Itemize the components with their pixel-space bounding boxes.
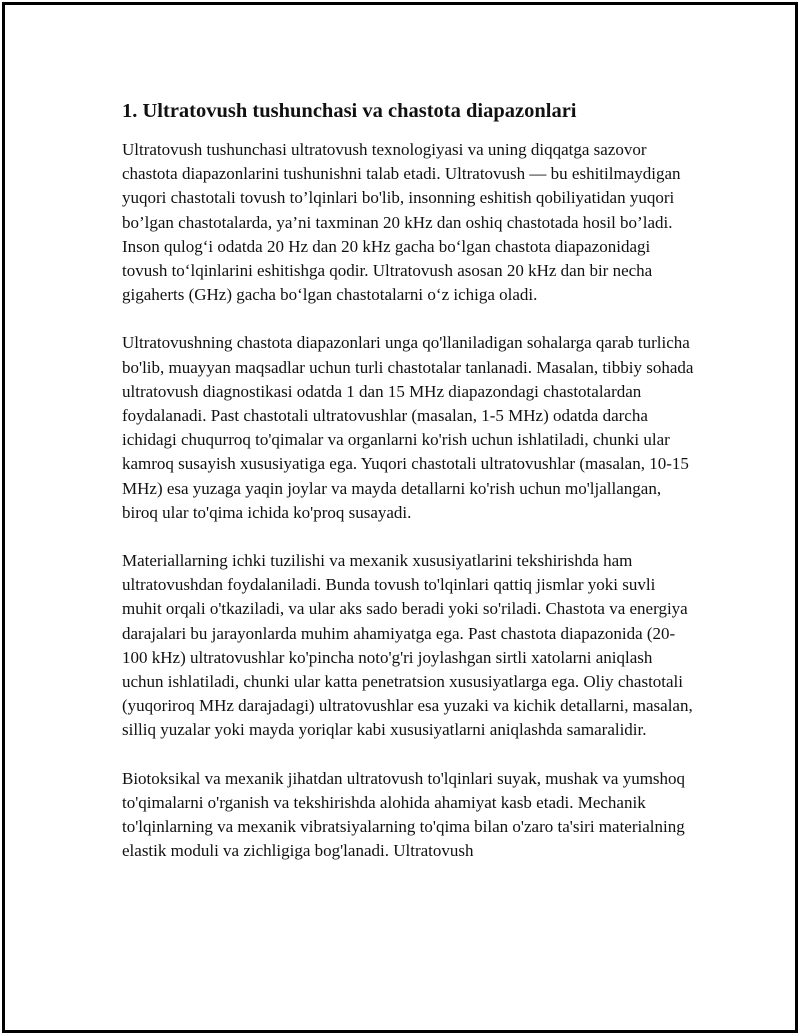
paragraph-3: Materiallarning ichki tuzilishi va mexanik xususiyatlarini tekshirishda ham ultratovushdan foydalaniladi. Bunda tovush to'lqinlari qattiq jismlar yoki suvli muhit orqali o'tkaziladi, va ular aks sado beradi yoki so'riladi. Chastota va energiya darajalari bu jarayonlarda muhim ahamiyatga ega. Past chastota diapazonida (20-100 kHz) ultratovushlar ko'pincha noto'g'ri joylashgan sirtli xatolarni aniqlash uchun ishlatiladi, chunki ular katta penetratsion xususiyatlarga ega. Oliy chastotali (yuqoriroq MHz darajadagi) ultratovushlar esa yuzaki va kichik detallarni, masalan, silliq yuzalar yoki mayda yoriqlar kabi xususiyatlarni aniqlashda samaralidir. [122,551,693,740]
section-heading: 1. Ultratovush tushunchasi va chastota diapazonlari [122,100,577,122]
paragraph-4: Biotoksikal va mexanik jihatdan ultratovush to'lqinlari suyak, mushak va yumshoq to'qimalarni o'rganish va tekshirishda alohida ahamiyat kasb etadi. Mechanik to'lqinlarning va mexanik vibratsiyalarning to'qima bilan o'zaro ta'siri materialning elastik moduli va zichligiga bog'lanadi. Ultratovush [122,768,686,861]
paragraph-1: Ultratovush tushunchasi ultratovush texnologiyasi va uning diqqatga sazovor chastota diapazonlarini tushunishni talab etadi. Ultratovush — bu eshitilmaydigan yuqori chastotali tovush to’lqinlari bo'lib, insonning eshitish qobiliyatidan yuqori bo’lgan chastotalarda, ya’ni taxminan 20 kHz dan oshiq chastotada hosil bo’ladi. Inson qulog‘i odatda 20 Hz dan 20 kHz gacha bo‘lgan chastota diapazonidagi tovush to‘lqinlarini eshitishga qodir. Ultratovush asosan 20 kHz dan bir necha gigaherts (GHz) gacha bo‘lgan chastotalarni o‘z ichiga oladi. [122,140,681,305]
paragraph-2: Ultratovushning chastota diapazonlari unga qo'llaniladigan sohalarga qarab turlicha bo'lib, muayyan maqsadlar uchun turli chastotalar tanlanadi. Masalan, tibbiy sohada ultratovush diagnostikasi odatda 1 dan 15 MHz diapazondagi chastotalardan foydalanadi. Past chastotali ultratovushlar (masalan, 1-5 MHz) odatda darcha ichidagi chuqurroq to'qimalar va organlarni ko'rish uchun ishlatiladi, chunki ular kamroq susayish xususiyatiga ega. Yuqori chastotali ultratovushlar (masalan, 10-15 MHz) esa yuzaga yaqin joylar va mayda detallarni ko'rish uchun mo'ljallangan, biroq ular to'qima ichida ko'proq susayadi. [122,333,694,522]
page-frame [2,2,798,1033]
document-body [120,98,695,863]
